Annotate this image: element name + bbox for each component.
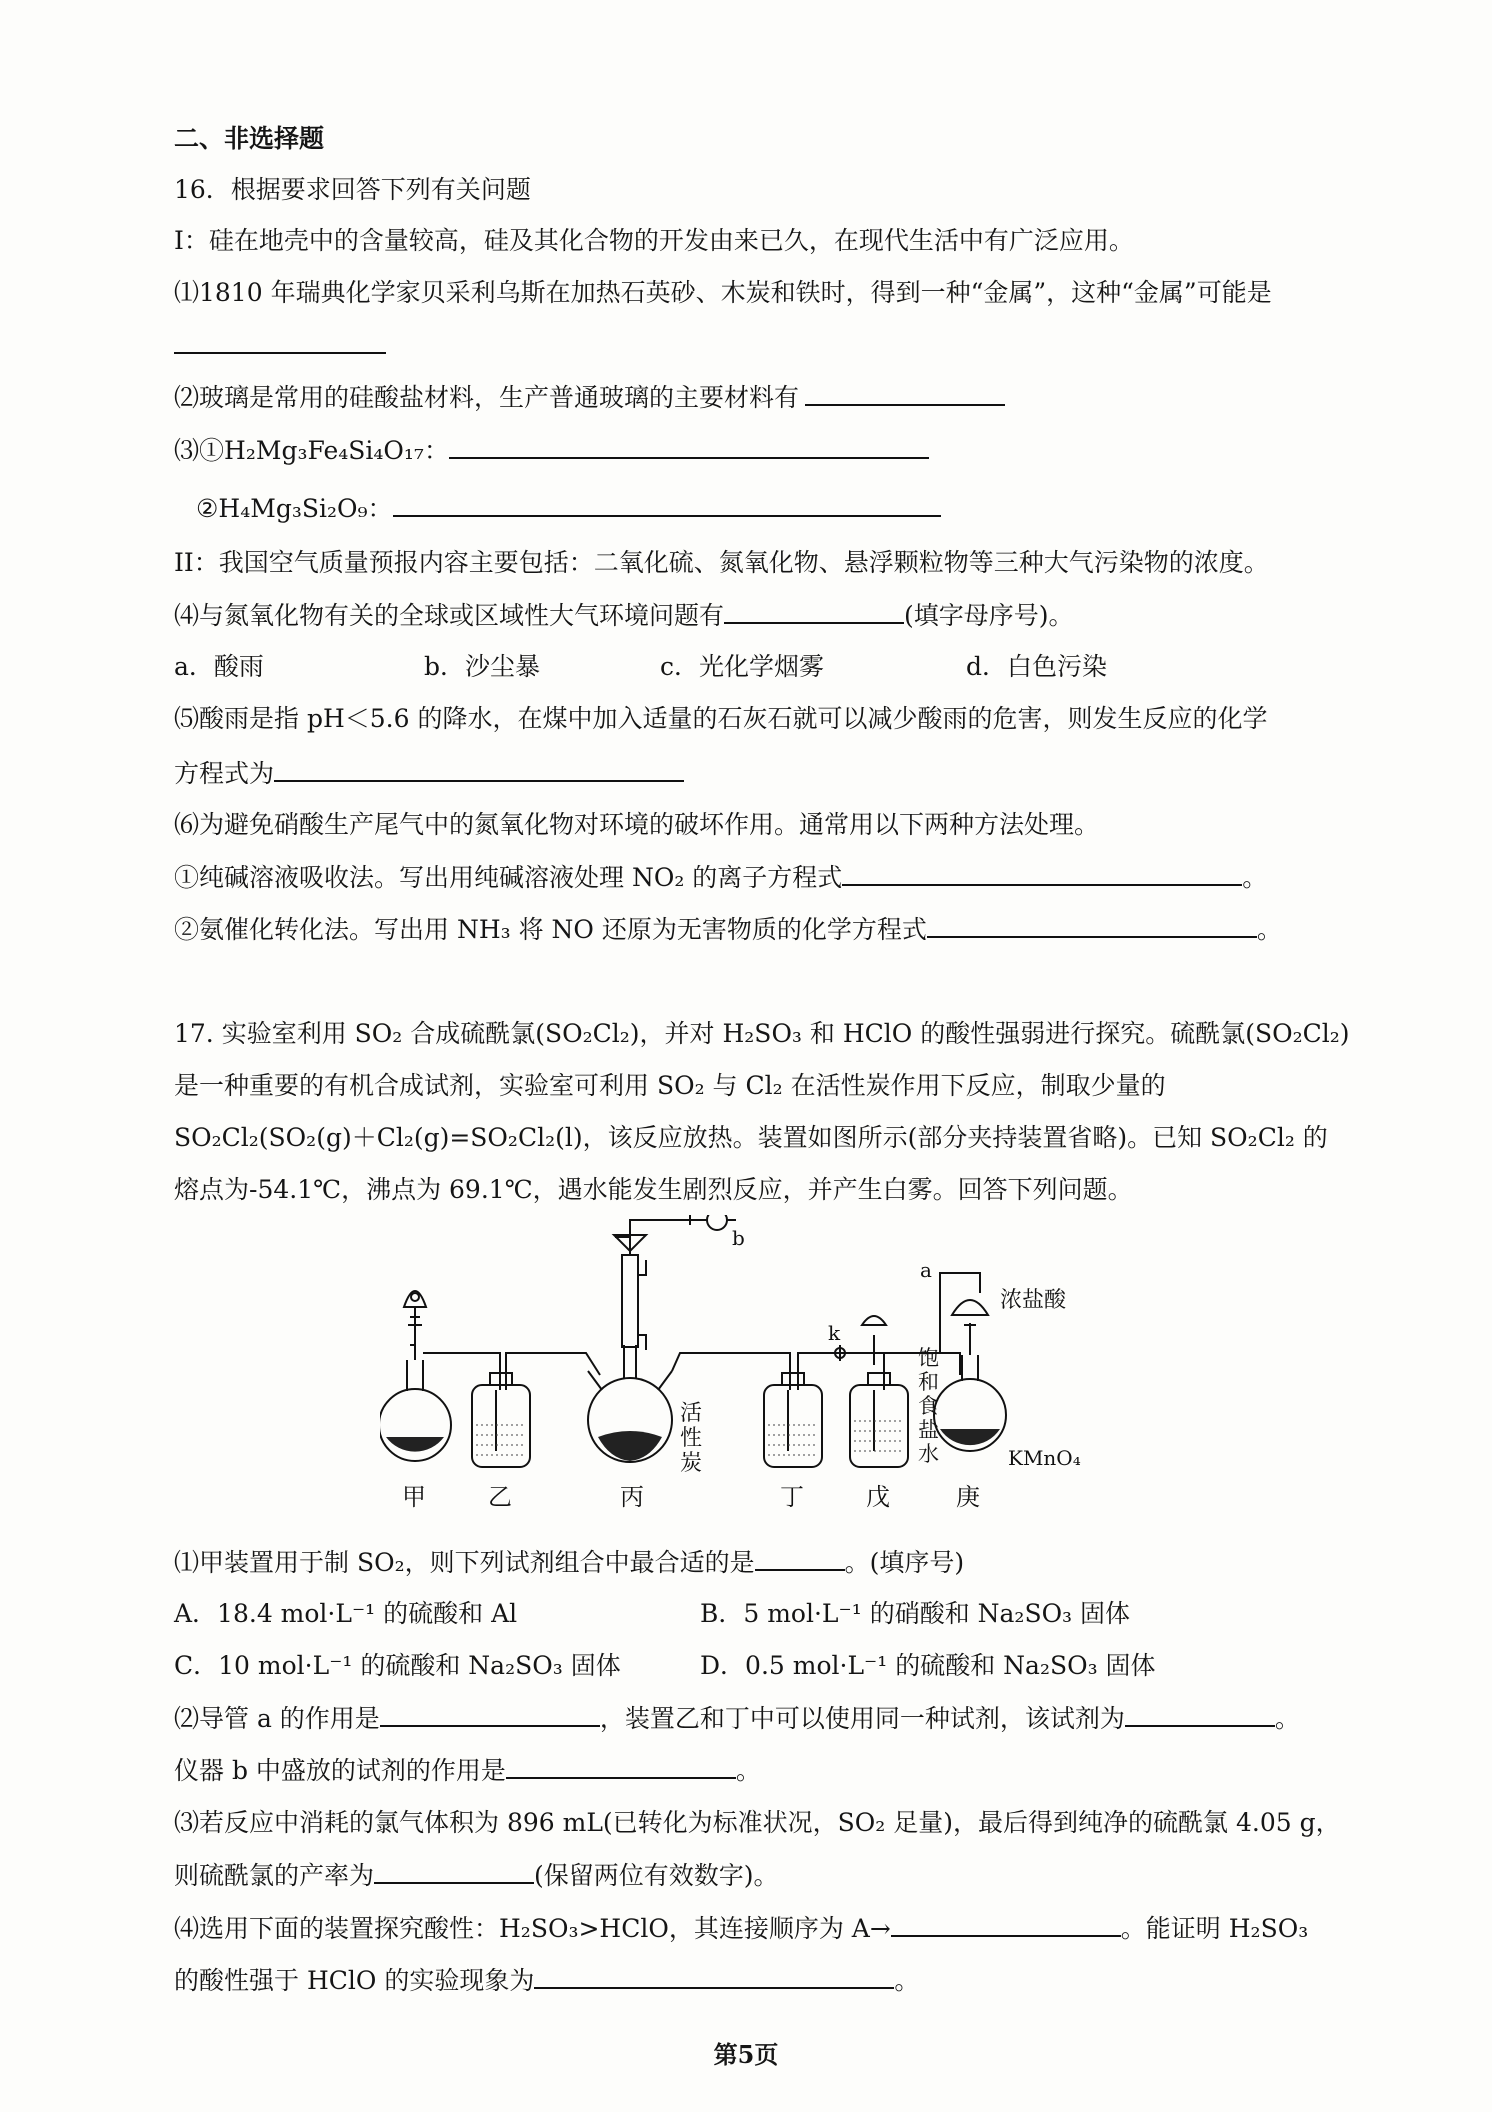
q16-part1: I：硅在地壳中的含量较高，硅及其化合物的开发由来已久，在现代生活中有广泛应用。 [174,226,1134,255]
q16-part2: II：我国空气质量预报内容主要包括：二氧化硫、氮氧化物、悬浮颗粒物等三种大气污染物的浓度。 [174,548,1269,577]
period: 。 [735,1756,761,1785]
q17-2-mid: ，装置乙和丁中可以使用同一种试剂，该试剂为 [599,1704,1125,1733]
q16-3-prefix: ⑶① [174,436,225,465]
label-k: k [828,1321,841,1345]
q17-line4: 熔点为-54.1℃，沸点为 69.1℃，遇水能发生剧烈反应，并产生白雾。回答下列问题。 [174,1175,1133,1204]
q16-6-1-text: ①纯碱溶液吸收法。写出用纯碱溶液处理 NO₂ 的离子方程式 [174,863,843,892]
q16-3-row2 [196,491,941,526]
q16-3-answer-line-2[interactable] [393,491,941,517]
q17-4-text2: 的酸性强于 HClO 的实验现象为 [174,1966,535,1995]
q16-title: 16．根据要求回答下列有关问题 [174,175,531,204]
apparatus-diagram [380,1215,1140,1535]
q16-3-row1 [174,433,929,468]
q17-2-row [174,1701,1300,1736]
q16-4-row [174,598,1074,633]
q16-4-option-a: a．酸雨 [174,652,264,681]
q16-2-row [174,380,1005,415]
bottle-wu [850,1385,908,1467]
q17-3-answer-line[interactable] [374,1858,534,1884]
label-carbon-2: 性 [680,1426,703,1451]
q16-1-answer-line[interactable] [174,328,386,363]
label-carbon-3: 炭 [680,1451,703,1476]
q17-2-answer-line-1[interactable] [380,1701,600,1727]
q17-4-mid: 。能证明 H₂SO₃ [1120,1914,1309,1943]
q16-4-option-d: d．白色污染 [966,652,1108,681]
q17-1-option-a: A．18.4 mol·L⁻¹ 的硫酸和 Al [174,1599,518,1628]
label-a: a [920,1258,932,1282]
q17-4-text: ⑷选用下面的装置探究酸性：H₂SO₃>HClO，其连接顺序为 A→ [174,1914,891,1943]
q16-6-2-row [174,912,1282,947]
q16-5-text: ⑸酸雨是指 pH＜5.6 的降水，在煤中加入适量的石灰石就可以减少酸雨的危害，则发生反应的化学 [174,704,1268,733]
q16-6-2-answer-line[interactable] [927,912,1257,938]
q17-1-option-c: C．10 mol·L⁻¹ 的硫酸和 Na₂SO₃ 固体 [174,1651,621,1680]
q17-3-text2: 则硫酰氯的产率为 [174,1861,375,1890]
q16-5-text2: 方程式为 [174,759,275,788]
q17-2-answer-line-2[interactable] [1125,1701,1275,1727]
label-brine-5: 水 [918,1442,939,1466]
label-hcl: 浓盐酸 [1000,1288,1067,1313]
q17-3-suffix: (保留两位有效数字)。 [534,1861,779,1890]
label-brine-2: 和 [918,1370,939,1394]
q17-1-answer-line[interactable] [755,1545,845,1571]
q16-1-text: ⑴1810 年瑞典化学家贝采利乌斯在加热石英砂、木炭和铁时，得到一种“金属”，这种“金属”可能是 [174,278,1272,307]
q17-line2: 是一种重要的有机合成试剂，实验室可利用 SO₂ 与 Cl₂ 在活性炭作用下反应，制取少量的 [174,1071,1166,1100]
page-number: 第5页 [713,2040,779,2069]
label-kmno4: KMnO₄ [1008,1446,1081,1470]
section-title: 二、非选择题 [174,124,325,153]
label-geng: 庚 [956,1483,980,1511]
q16-4-option-b: b．沙尘暴 [424,652,541,681]
q16-6-text: ⑹为避免硝酸生产尾气中的氮氧化物对环境的破坏作用。通常用以下两种方法处理。 [174,810,1100,839]
q17-line3: SO₂Cl₂(SO₂(g)＋Cl₂(g)=SO₂Cl₂(l)，该反应放热。装置如图所示(部分夹持装置省略)。已知 SO₂Cl₂ 的 [174,1123,1328,1152]
label-carbon-1: 活 [680,1401,703,1426]
q16-2-text: ⑵玻璃是常用的硅酸盐材料，生产普通玻璃的主要材料有 [174,383,800,412]
q17-3-text: ⑶若反应中消耗的氯气体积为 896 mL(已转化为标准状况，SO₂ 足量)，最后得到纯净的硫酰氯 4.05 g， [174,1808,1341,1837]
q17-4-answer-line-2[interactable] [534,1963,894,1989]
q17-3-row2 [174,1858,779,1893]
q16-3-answer-line-1[interactable] [449,433,929,459]
q17-4-row [174,1911,1308,1946]
period: 。 [1274,1704,1300,1733]
period: 。 [894,1966,920,1995]
q16-5-answer-line[interactable] [274,756,684,782]
q16-6-1-row [174,860,1267,895]
label-b: b [732,1226,745,1250]
q17-1-text: ⑴甲装置用于制 SO₂，则下列试剂组合中最合适的是 [174,1548,755,1577]
label-wu: 戊 [866,1483,890,1511]
label-brine-1: 饱 [918,1346,939,1370]
q16-6-2-text: ②氨催化转化法。写出用 NH₃ 将 NO 还原为无害物质的化学方程式 [174,915,927,944]
period: 。 [1242,863,1268,892]
q17-1-option-d: D．0.5 mol·L⁻¹ 的硫酸和 Na₂SO₃ 固体 [700,1651,1156,1680]
label-brine-4: 盐 [918,1418,939,1442]
q16-4-option-c: c．光化学烟雾 [660,652,825,681]
q16-3-formula2: H₄Mg₃Si₂O₉： [218,494,393,523]
q17-2-text2: 仪器 b 中盛放的试剂的作用是 [174,1756,506,1785]
q16-5-row2 [174,756,684,791]
q17-1-suffix: 。(填序号) [844,1548,965,1577]
label-yi: 乙 [488,1483,512,1511]
q17-4-row2 [174,1963,919,1998]
condenser [622,1255,638,1347]
q16-4-suffix: (填字母序号)。 [904,601,1074,630]
q17-1-row [174,1545,964,1580]
q16-2-answer-line[interactable] [805,380,1005,406]
label-brine-3: 食 [918,1394,939,1418]
q16-4-answer-line[interactable] [724,598,904,624]
q16-4-text: ⑷与氮氧化物有关的全球或区域性大气环境问题有 [174,601,725,630]
q17-4-answer-line-1[interactable] [891,1911,1121,1937]
q17-2-text: ⑵导管 a 的作用是 [174,1704,380,1733]
q16-3-formula1: H₂Mg₃Fe₄Si₄O₁₇： [224,436,449,465]
q16-3-prefix2: ② [196,494,219,523]
q16-6-1-answer-line[interactable] [842,860,1242,886]
label-bing: 丙 [620,1483,644,1511]
label-jia: 甲 [402,1483,426,1511]
q17-2-row2 [174,1753,761,1788]
period: 。 [1256,915,1282,944]
q17-1-option-b: B．5 mol·L⁻¹ 的硝酸和 Na₂SO₃ 固体 [700,1599,1131,1628]
q17-line1: 17. 实验室利用 SO₂ 合成硫酰氯(SO₂Cl₂)，并对 H₂SO₃ 和 HClO 的酸性强弱进行探究。硫酰氯(SO₂Cl₂) [174,1019,1350,1048]
label-ding: 丁 [780,1483,804,1511]
q17-2-answer-line-3[interactable] [506,1753,736,1779]
